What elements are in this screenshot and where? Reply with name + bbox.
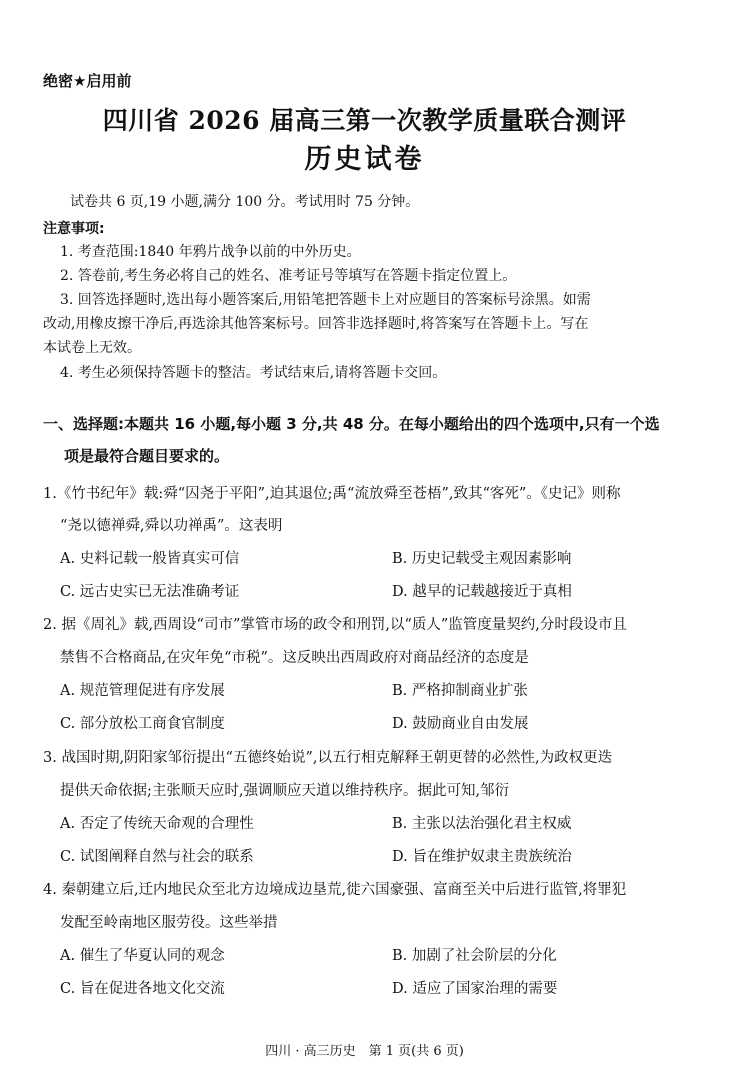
confidential-mark: 绝密★启用前 [43, 72, 132, 90]
question-4-option-b[interactable]: B. 加剧了社会阶层的分化 [392, 948, 557, 964]
question-2-option-b[interactable]: B. 严格抑制商业扩张 [392, 683, 528, 699]
question-2-option-d[interactable]: D. 鼓励商业自由发展 [392, 716, 529, 732]
question-3-option-c[interactable]: C. 试图阐释自然与社会的联系 [60, 849, 254, 865]
question-1-stem: “尧以德禅舜,舜以功禅禹”。这表明 [60, 518, 283, 534]
notice-line: 改动,用橡皮擦干净后,再选涂其他答案标号。回答非选择题时,将答案写在答题卡上。写在 [43, 316, 589, 332]
question-4-option-c[interactable]: C. 旨在促进各地文化交流 [60, 981, 225, 997]
question-3-option-d[interactable]: D. 旨在维护奴隶主贵族统治 [392, 849, 572, 865]
question-1-stem: 1.《竹书纪年》载:舜“囚尧于平阳”,迫其退位;禹“流放舜至苍梧”,致其“客死”。《史记》则称 [43, 486, 621, 502]
notice-line: 1. 考查范围:1840 年鸦片战争以前的中外历史。 [60, 244, 361, 260]
section-heading: 项是最符合题目要求的。 [64, 447, 230, 465]
question-1-option-c[interactable]: C. 远古史实已无法准确考证 [60, 584, 240, 600]
notice-line: 本试卷上无效。 [43, 340, 141, 356]
question-3-option-a[interactable]: A. 否定了传统天命观的合理性 [60, 816, 254, 832]
question-2-stem: 禁售不合格商品,在灾年免“市税”。这反映出西周政府对商品经济的态度是 [60, 650, 529, 666]
page-footer: 四川 · 高三历史 第 1 页(共 6 页) [265, 1044, 464, 1059]
question-2-stem: 2. 据《周礼》载,西周设“司市”掌管市场的政令和刑罚,以“质人”监管度量契约,分时段设市且 [43, 617, 627, 633]
question-1-option-d[interactable]: D. 越早的记载越接近于真相 [392, 584, 572, 600]
question-1-option-a[interactable]: A. 史料记载一般皆真实可信 [60, 551, 240, 567]
question-3-stem: 提供天命依据;主张顺天应时,强调顺应天道以维持秩序。据此可知,邹衍 [60, 783, 510, 799]
section-heading: 一、选择题:本题共 16 小题,每小题 3 分,共 48 分。在每小题给出的四个选项中,只有一个选 [43, 415, 660, 433]
notice-line: 4. 考生必须保持答题卡的整洁。考试结束后,请将答题卡交回。 [60, 365, 447, 381]
question-1-option-b[interactable]: B. 历史记载受主观因素影响 [392, 551, 572, 567]
notice-line: 2. 答卷前,考生务必将自己的姓名、准考证号等填写在答题卡指定位置上。 [60, 268, 517, 284]
question-3-stem: 3. 战国时期,阴阳家邹衍提出“五德终始说”,以五行相克解释王朝更替的必然性,为政权更迭 [43, 750, 613, 766]
question-4-option-a[interactable]: A. 催生了华夏认同的观念 [60, 948, 225, 964]
question-3-option-b[interactable]: B. 主张以法治强化君主权威 [392, 816, 572, 832]
exam-subject: 历史试卷 [304, 144, 425, 175]
question-2-option-c[interactable]: C. 部分放松工商食官制度 [60, 716, 225, 732]
question-4-option-d[interactable]: D. 适应了国家治理的需要 [392, 981, 558, 997]
exam-intro: 试卷共 6 页,19 小题,满分 100 分。考试用时 75 分钟。 [70, 194, 420, 210]
question-4-stem: 发配至岭南地区服劳役。这些举措 [60, 915, 278, 931]
exam-title: 四川省 2026 届高三第一次教学质量联合测评 [102, 106, 627, 135]
notice-line: 3. 回答选择题时,选出每小题答案后,用铅笔把答题卡上对应题目的答案标号涂黑。如需 [60, 292, 591, 308]
question-2-option-a[interactable]: A. 规范管理促进有序发展 [60, 683, 225, 699]
question-4-stem: 4. 秦朝建立后,迁内地民众至北方边境成边垦荒,徙六国豪强、富商至关中后进行监管,将罪犯 [43, 882, 627, 898]
notice-heading: 注意事项: [43, 221, 105, 237]
